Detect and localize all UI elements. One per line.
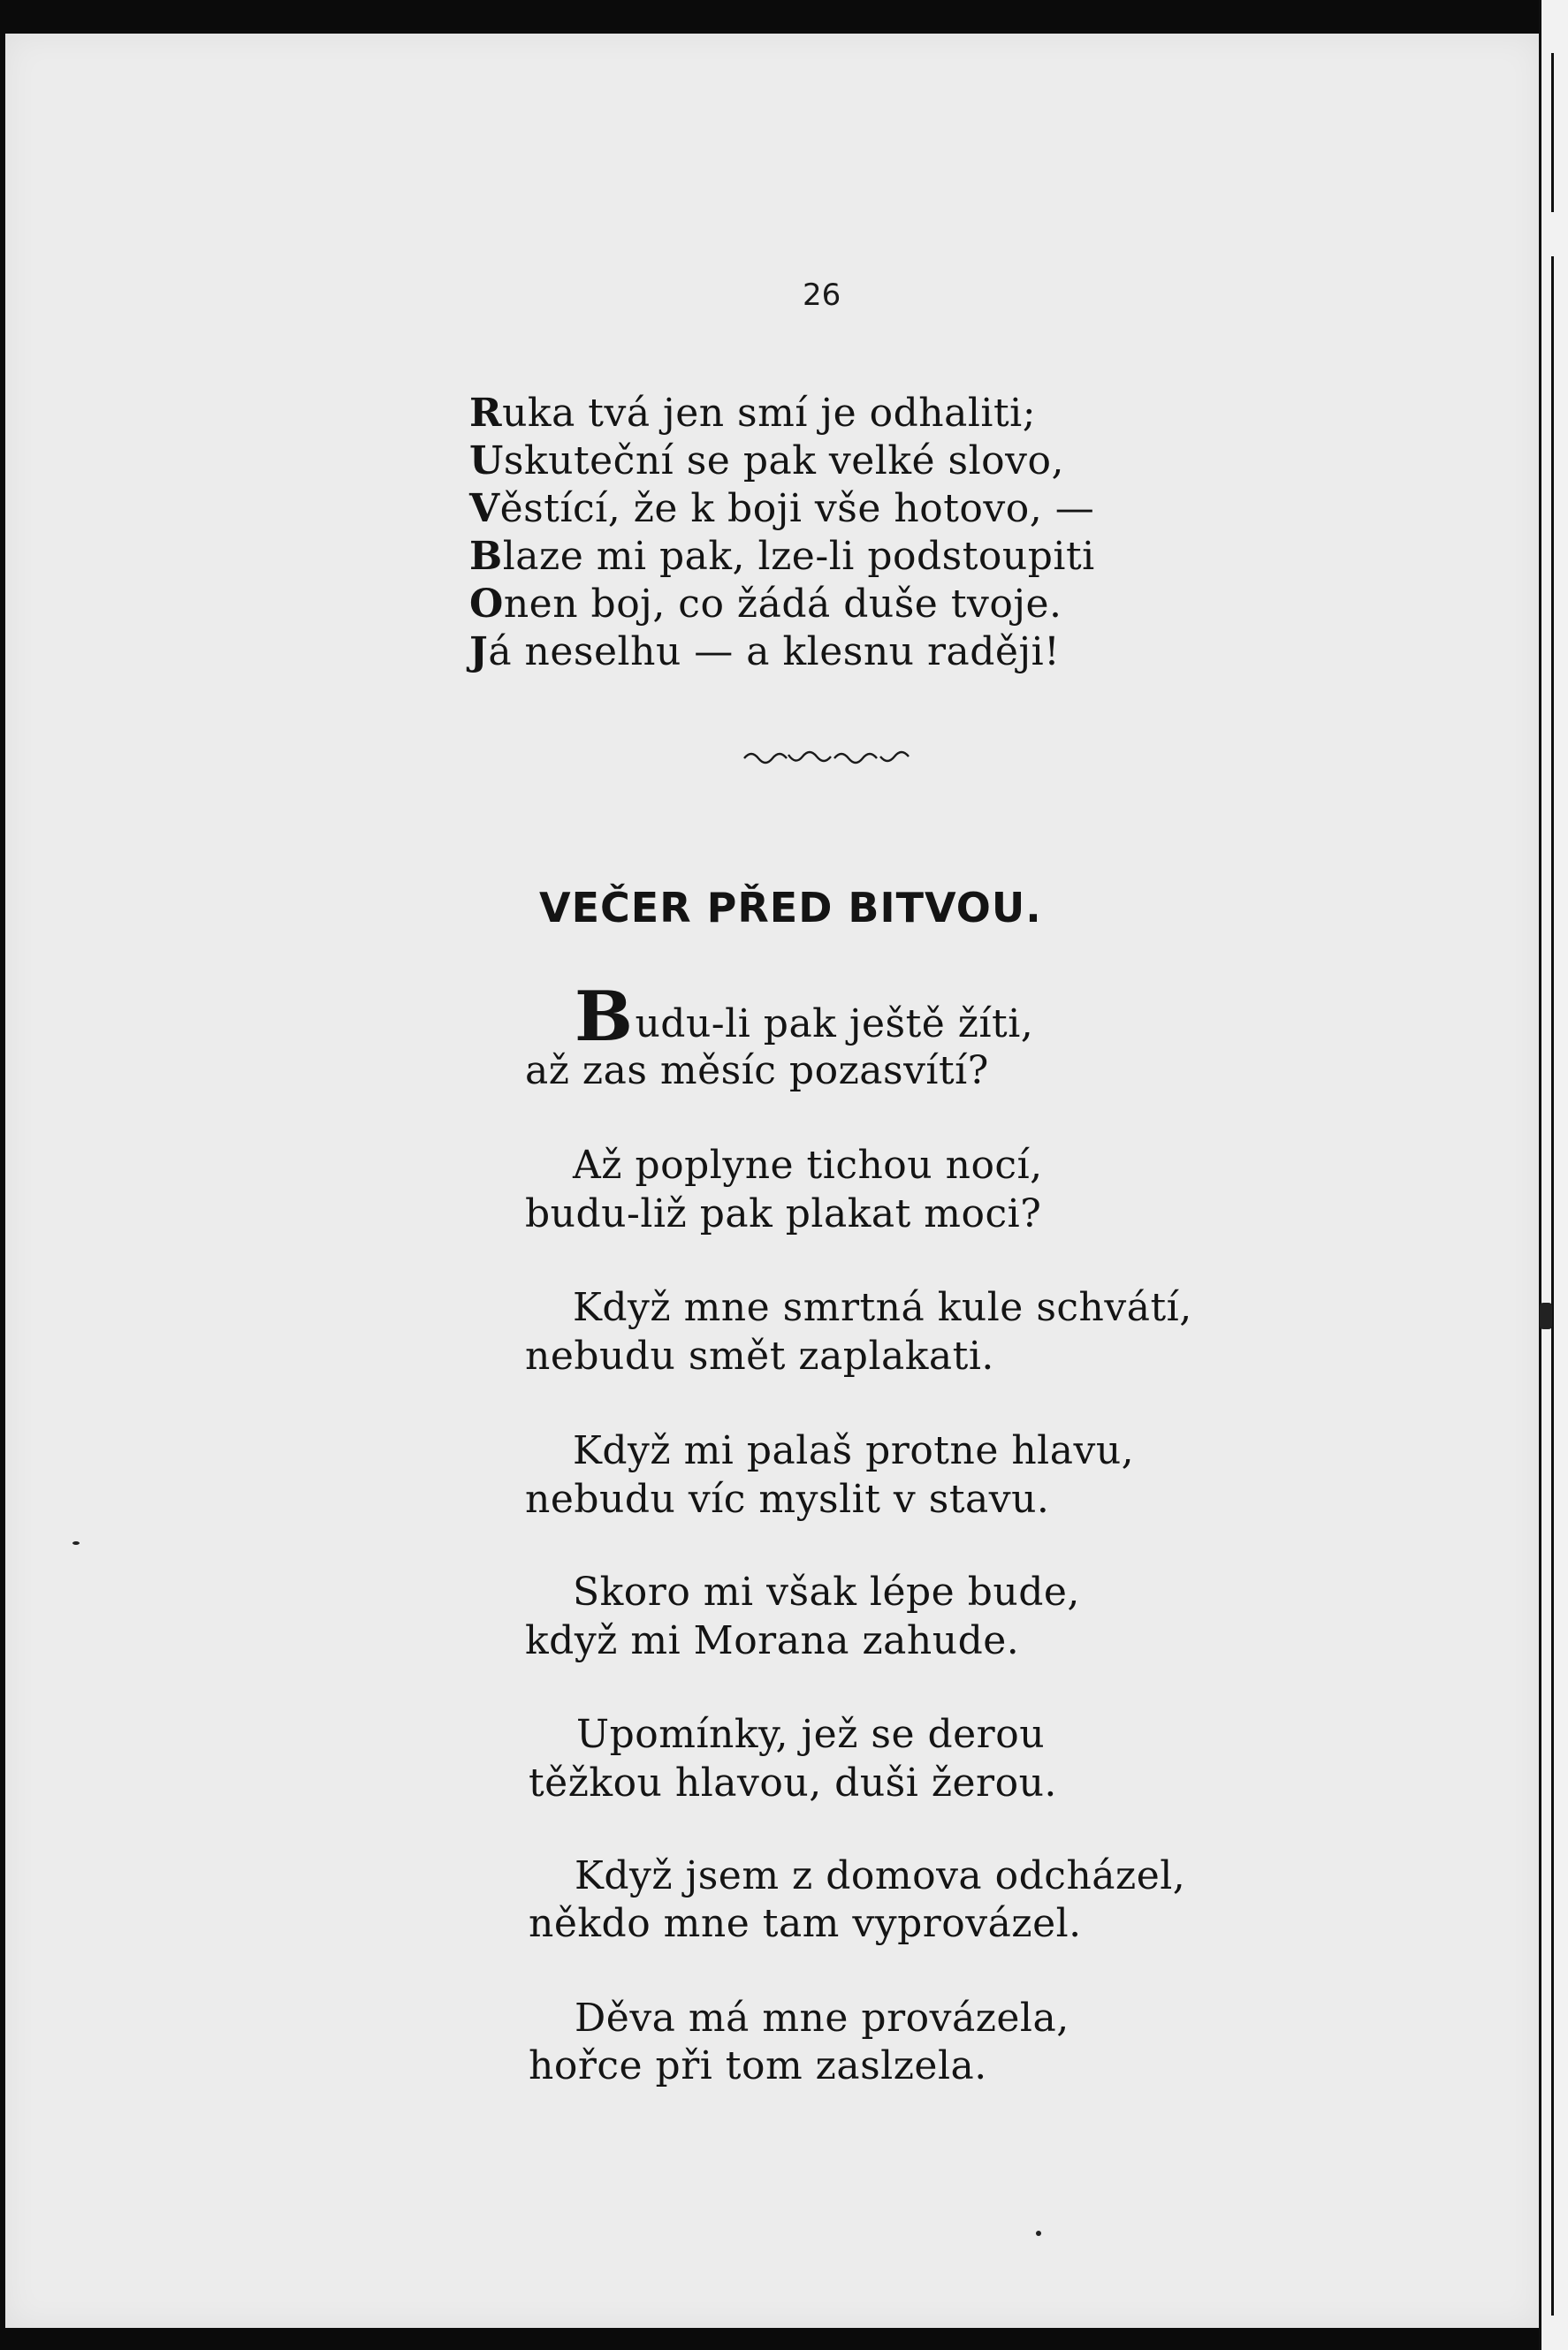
scan-speck — [1036, 2231, 1041, 2236]
poem-line: až zas měsíc pozasvítí? — [525, 1048, 989, 1093]
stanza-line — [469, 486, 1095, 531]
poem-line: Děva má mne provázela, — [575, 1996, 1069, 2041]
poem-line: Když mi palaš protne hlavu, — [573, 1428, 1135, 1473]
stanza-line — [469, 629, 1061, 674]
poem-line: Skoro mi však lépe bude, — [573, 1570, 1080, 1615]
line-initial: V — [469, 486, 500, 531]
line-text: ěstící, že k boji vše hotovo, — — [499, 486, 1095, 531]
poem-first-line — [575, 977, 1034, 1057]
wave-ornament — [742, 746, 910, 769]
poem-line: Když jsem z domova odcházel, — [575, 1853, 1186, 1898]
line-text: udu-li pak ještě žíti, — [635, 1001, 1034, 1046]
poem-line: nebudu víc myslit v stavu. — [525, 1477, 1050, 1522]
poem-line: Upomínky, jež se derou — [576, 1712, 1046, 1757]
line-text: skuteční se pak velké slovo, — [503, 438, 1064, 483]
line-text: uka tvá jen smí je odhaliti; — [502, 391, 1037, 436]
poem-line: hořce při tom zaslzela. — [529, 2043, 987, 2088]
stanza-line — [469, 582, 1062, 627]
line-text: á neselhu — a klesnu raději! — [488, 629, 1061, 674]
page-number: 26 — [803, 278, 841, 313]
scan-speck — [1540, 1303, 1552, 1329]
line-text: nen boj, co žádá duše tvoje. — [503, 582, 1062, 627]
page-edge — [1539, 0, 1568, 2350]
poem-line: když mi Morana zahude. — [525, 1618, 1020, 1663]
stanza-line — [469, 438, 1064, 483]
line-text: laze mi pak, lze-li podstoupiti — [502, 534, 1095, 579]
drop-cap: B — [575, 977, 634, 1057]
poem-line: nebudu smět zaplakati. — [525, 1334, 994, 1379]
poem-line: budu-liž pak plakat moci? — [525, 1191, 1042, 1236]
line-initial: J — [469, 629, 489, 674]
poem-line: těžkou hlavou, duši žerou. — [529, 1761, 1057, 1806]
edge-mark — [1551, 256, 1554, 2316]
scan-speck — [72, 1541, 80, 1545]
stanza-line — [469, 391, 1037, 436]
line-initial: O — [469, 582, 504, 627]
line-initial: B — [469, 534, 503, 579]
edge-mark — [1551, 53, 1554, 212]
poem-line: Až poplyne tichou nocí, — [573, 1143, 1043, 1188]
line-initial: U — [469, 438, 504, 483]
poem-line: někdo mne tam vyprovázel. — [529, 1901, 1082, 1946]
stanza-line — [469, 534, 1095, 579]
line-initial: R — [469, 391, 503, 436]
poem-line: Když mne smrtná kule schvátí, — [573, 1285, 1192, 1330]
poem-title: VEČER PŘED BITVOU. — [539, 884, 1042, 932]
